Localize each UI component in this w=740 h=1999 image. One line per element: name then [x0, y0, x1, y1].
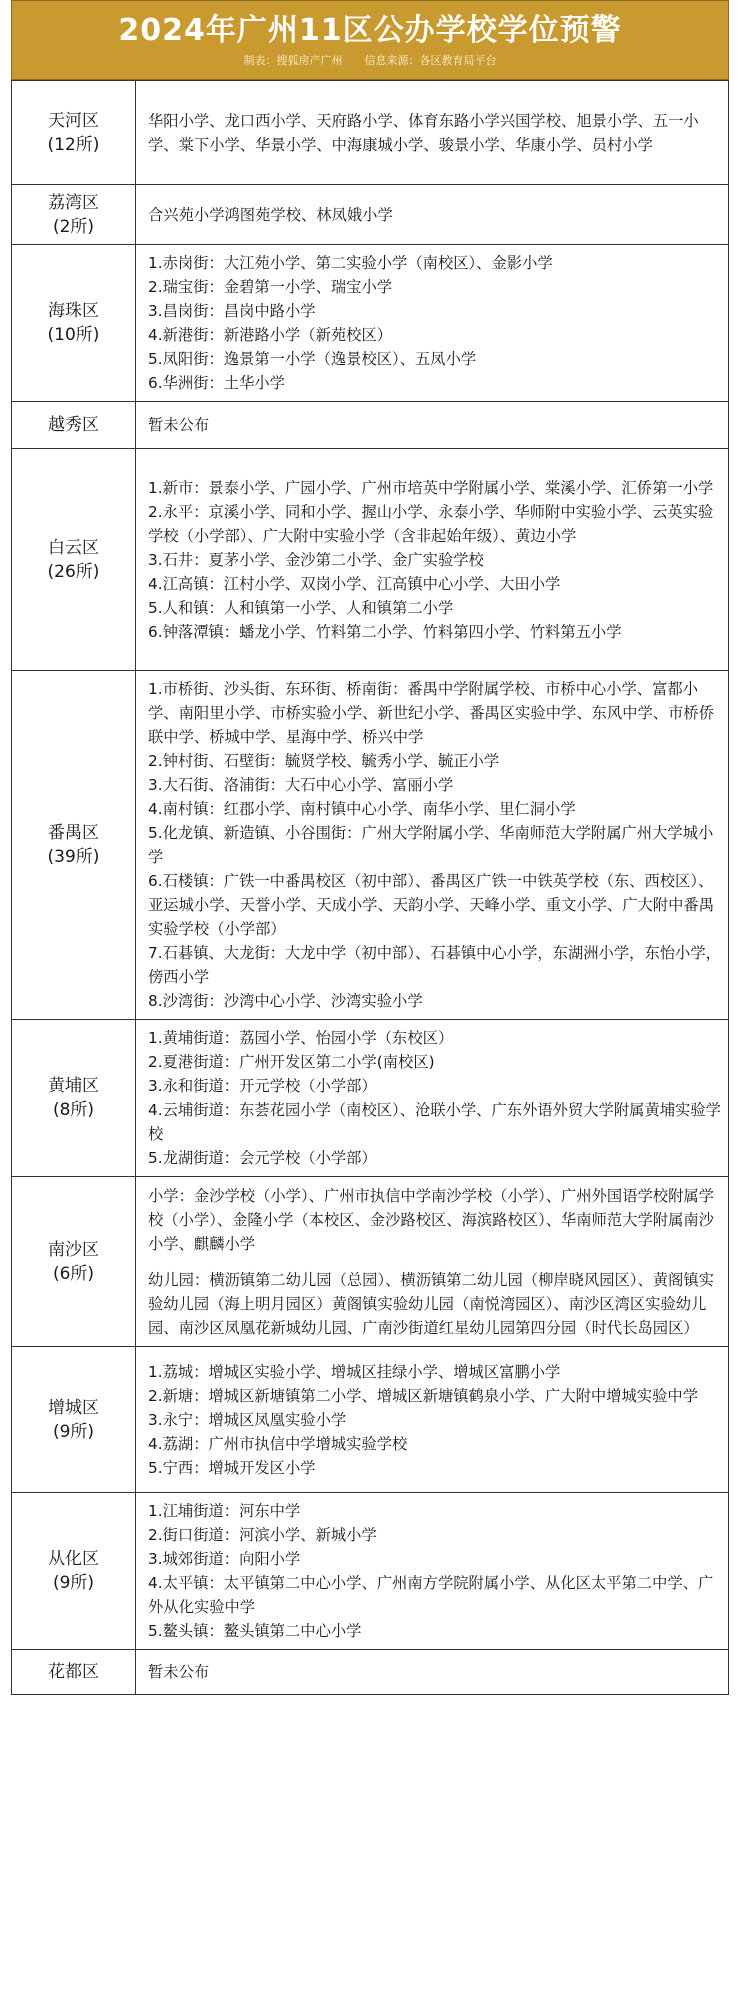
school-line: 5.人和镇：人和镇第一小学、人和镇第二小学: [148, 598, 454, 617]
school-count: (26所): [47, 561, 100, 582]
district-name: 越秀区: [48, 415, 99, 435]
district-name: 天河区: [48, 110, 99, 131]
school-line: 2.新塘：增城区新塘镇第二小学、增城区新塘镇鹤泉小学、广大附中增城实验中学: [148, 1386, 698, 1405]
district-cell: [12, 81, 136, 185]
schools-cell: [136, 402, 729, 449]
school-line: 1.赤岗街：大江苑小学、第二实验小学（南校区）、金影小学: [148, 254, 553, 272]
district-row: [12, 671, 729, 1020]
schools-cell: [136, 1493, 729, 1650]
district-row: [12, 1177, 729, 1347]
school-line: 6.华洲街：土华小学: [148, 374, 285, 392]
schools-cell: [136, 1347, 729, 1493]
sheet-header: [11, 0, 729, 80]
school-line: 1.黄埔街道：荔园小学、怡园小学（东校区）: [148, 1029, 454, 1047]
school-line: 2.夏港街道：广州开发区第二小学(南校区): [148, 1053, 435, 1071]
school-line: 6.石楼镇：广铁一中番禺校区（初中部）、番禺区广铁一中铁英学校（东、西校区）、亚运城小学、天誉小学、天成小学、天韵小学、天峰小学、重文小学、广大附中番禺实验学校（小学部）: [148, 872, 714, 938]
district-cell: [12, 402, 136, 449]
district-cell: [12, 185, 136, 245]
warning-sheet: [11, 0, 729, 1695]
school-line: 5.龙湖街道：会元学校（小学部）: [148, 1149, 377, 1167]
school-line: 3.永和街道：开元学校（小学部）: [148, 1077, 377, 1095]
district-table: [11, 80, 729, 1695]
schools-cell: [136, 449, 729, 671]
school-line: 3.城郊街道：向阳小学: [148, 1550, 301, 1568]
district-row: [12, 81, 729, 185]
district-name: 海珠区: [48, 301, 99, 321]
district-cell: [12, 671, 136, 1020]
school-line: 2.街口街道：河滨小学、新城小学: [148, 1526, 377, 1544]
district-cell: [12, 1493, 136, 1650]
sheet-title: 2024年广州11区公办学校学位预警: [118, 13, 622, 48]
schools-cell: [136, 1020, 729, 1177]
schools-cell: [136, 185, 729, 245]
school-line: 6.钟落潭镇：蟠龙小学、竹料第二小学、竹料第四小学、竹料第五小学: [148, 622, 622, 641]
school-line: 1.新市：景泰小学、广园小学、广州市培英中学附属小学、棠溪小学、汇侨第一小学: [148, 478, 714, 497]
school-line: 4.江高镇：江村小学、双岗小学、江高镇中心小学、大田小学: [148, 574, 561, 593]
school-count: (12所): [47, 134, 100, 155]
district-cell: [12, 1650, 136, 1695]
school-count: (2所): [52, 216, 95, 237]
school-line: 华阳小学、龙口西小学、天府路小学、体育东路小学兴国学校、旭景小学、五一小学、棠下小学、华景小学、中海康城小学、骏景小学、华康小学、员村小学: [148, 111, 699, 154]
district-name: 白云区: [48, 537, 99, 558]
school-line: 3.永宁：增城区凤凰实验小学: [148, 1410, 347, 1429]
school-line: 小学：金沙学校（小学）、广州市执信中学南沙学校（小学）、广州外国语学校附属学校（小学）、金隆小学（本校区、金沙路校区、海滨路校区）、华南师范大学附属南沙小学、麒麟小学: [148, 1186, 714, 1253]
school-line: 8.沙湾街：沙湾中心小学、沙湾实验小学: [148, 992, 423, 1010]
district-cell: [12, 245, 136, 402]
school-line: 7.石碁镇、大龙街：大龙中学（初中部）、石碁镇中心小学，东湖洲小学，东怡小学，傍西小学: [148, 944, 721, 986]
school-line: 4.南村镇：红郡小学、南村镇中心小学、南华小学、里仁洞小学: [148, 800, 576, 818]
district-cell: [12, 1347, 136, 1493]
district-name: 南沙区: [48, 1239, 99, 1260]
district-row: [12, 449, 729, 671]
school-count: (8所): [52, 1100, 95, 1120]
school-count: (9所): [52, 1573, 95, 1593]
district-row: [12, 402, 729, 449]
district-name: 荔湾区: [48, 192, 99, 213]
school-line: 4.新港街：新港路小学（新苑校区）: [148, 326, 393, 344]
district-name: 从化区: [48, 1549, 99, 1569]
school-line: 暂未公布: [148, 416, 210, 434]
school-count: (6所): [52, 1263, 95, 1284]
school-count: (9所): [52, 1421, 95, 1442]
district-row: [12, 1650, 729, 1695]
school-line: 合兴苑小学鸿图苑学校、林凤娥小学: [148, 205, 393, 224]
school-line: 5.化龙镇、新造镇、小谷围街：广州大学附属小学、华南师范大学附属广州大学城小学: [148, 824, 714, 866]
sheet-subtitle: 制表：搜狐房产广州 信息来源：各区教育局平台: [243, 54, 497, 67]
district-cell: [12, 1177, 136, 1347]
school-line: 2.永平：京溪小学、同和小学、握山小学、永泰小学、华师附中实验小学、云英实验学校（小学部）、广大附中实验小学（含非起始年级）、黄边小学: [148, 502, 714, 545]
schools-cell: [136, 81, 729, 185]
spacer: [148, 1256, 722, 1268]
school-line: 3.大石街、洛浦街：大石中心小学、富丽小学: [148, 776, 454, 794]
district-row: [12, 245, 729, 402]
school-line: 5.宁西：增城开发区小学: [148, 1458, 316, 1477]
district-row: [12, 1347, 729, 1493]
school-line: 4.云埔街道：东荟花园小学（南校区）、沧联小学、广东外语外贸大学附属黄埔实验学校: [148, 1101, 721, 1143]
district-row: [12, 1020, 729, 1177]
school-line: 2.瑞宝街：金碧第一小学、瑞宝小学: [148, 278, 393, 296]
school-line: 3.昌岗街：昌岗中路小学: [148, 302, 316, 320]
district-name: 黄埔区: [48, 1076, 99, 1096]
school-line: 2.钟村街、石壁街：毓贤学校、毓秀小学、毓正小学: [148, 752, 500, 770]
district-cell: [12, 449, 136, 671]
school-line: 1.市桥街、沙头街、东环街、桥南街：番禺中学附属学校、市桥中心小学、富都小学、南阳里小学、市桥实验小学、新世纪小学、番禺区实验中学、东风中学、市桥侨联中学、桥城中学、星海中学、桥兴中学: [148, 680, 714, 746]
district-name: 花都区: [48, 1662, 99, 1682]
district-name: 增城区: [48, 1397, 99, 1418]
schools-cell: [136, 671, 729, 1020]
school-line: 幼儿园：横沥镇第二幼儿园（总园）、横沥镇第二幼儿园（柳岸晓风园区）、黄阁镇实验幼儿园（海上明月园区）黄阁镇实验幼儿园（南悦湾园区）、南沙区湾区实验幼儿园、南沙区凤凰花新城幼儿园、广南沙街道红星幼儿园第四分园（时代长岛园区）: [148, 1270, 714, 1337]
school-line: 5.鳌头镇：鳌头镇第二中心小学: [148, 1622, 362, 1640]
district-row: [12, 1493, 729, 1650]
school-count: (10所): [47, 325, 100, 345]
district-cell: [12, 1020, 136, 1177]
district-row: [12, 185, 729, 245]
school-line: 4.太平镇：太平镇第二中心小学、广州南方学院附属小学、从化区太平第二中学、广外从化实验中学: [148, 1574, 714, 1616]
school-line: 4.荔湖：广州市执信中学增城实验学校: [148, 1434, 408, 1453]
district-name: 番禺区: [48, 823, 99, 843]
school-line: 1.荔城：增城区实验小学、增城区挂绿小学、增城区富鹏小学: [148, 1362, 561, 1381]
school-line: 1.江埔街道：河东中学: [148, 1502, 301, 1520]
school-line: 5.凤阳街：逸景第一小学（逸景校区）、五凤小学: [148, 350, 477, 368]
schools-cell: [136, 1650, 729, 1695]
schools-cell: [136, 1177, 729, 1347]
schools-cell: [136, 245, 729, 402]
school-count: (39所): [47, 847, 100, 867]
school-line: 暂未公布: [148, 1663, 210, 1681]
school-line: 3.石井：夏茅小学、金沙第二小学、金广实验学校: [148, 550, 484, 569]
